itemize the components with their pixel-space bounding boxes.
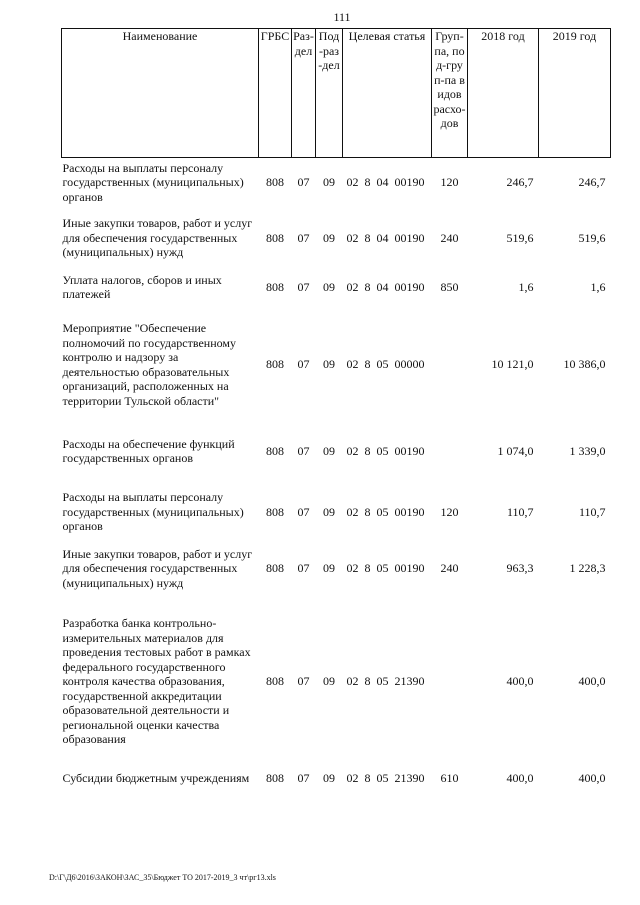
- row-group: 240: [440, 230, 459, 245]
- table-row: [62, 158, 611, 207]
- row-razdel: 07: [297, 279, 310, 294]
- row-grbs: 808: [266, 357, 284, 372]
- row-razdel: 07: [297, 504, 310, 519]
- row-grbs: 808: [266, 674, 284, 689]
- row-name: Разработка банка контрольно-измерительных материалов для проведения тестовых работ в рамках федерального государственного контроля качества образования, государственной аккредитации образовательной деятельности и региональной оценки качества образования: [62, 616, 251, 747]
- row-2018: 10 121,0: [491, 357, 534, 372]
- row-article: 02 8 04 00190: [346, 175, 425, 189]
- row-podrazdel: 09: [323, 443, 335, 458]
- row-razdel: 07: [297, 230, 310, 245]
- row-name: Расходы на обеспечение функций государственных органов: [62, 436, 235, 465]
- row-group: 850: [440, 279, 459, 294]
- row-grbs: 808: [266, 771, 284, 786]
- row-podrazdel: 09: [323, 230, 335, 245]
- row-razdel: 07: [297, 561, 310, 576]
- row-group: [432, 317, 468, 413]
- row-2018: 110,7: [506, 504, 534, 519]
- row-group: 120: [440, 175, 459, 189]
- row-2018: 519,6: [506, 230, 534, 245]
- row-podrazdel: 09: [323, 561, 335, 576]
- row-podrazdel: 09: [323, 175, 335, 189]
- row-grbs: 808: [266, 443, 284, 458]
- header-razdel: Раз-дел: [292, 29, 316, 158]
- row-2018: 1,6: [518, 279, 534, 294]
- header-2018: 2018 год: [468, 29, 539, 158]
- footer-file-path: D:\Г\Д6\2016\ЗАКОН\ЗАС_35\Бюджет ТО 2017-2019_3 чт\рг13.xls: [49, 873, 276, 882]
- table-header-row: [62, 29, 611, 158]
- row-group: 120: [440, 504, 459, 519]
- row-article: 02 8 05 21390: [346, 674, 425, 689]
- header-grbs: ГРБС: [259, 29, 292, 158]
- row-group: 610: [440, 771, 459, 786]
- row-2019: 246,7: [578, 175, 606, 189]
- row-2019: 10 386,0: [563, 357, 606, 372]
- row-article: 02 8 05 21390: [346, 771, 425, 786]
- row-2018: 1 074,0: [497, 443, 534, 458]
- table-row: [62, 435, 611, 468]
- row-group: [432, 601, 468, 763]
- header-2019: 2019 год: [539, 29, 611, 158]
- row-name: Субсидии бюджетным учреждениям: [62, 771, 250, 786]
- row-group: 240: [440, 561, 459, 576]
- table-row: [62, 601, 611, 763]
- table-row: [62, 537, 611, 601]
- page-number: 111: [333, 10, 351, 24]
- row-2018: 963,3: [506, 561, 534, 576]
- row-article: 02 8 05 00190: [346, 504, 425, 519]
- row-grbs: 808: [266, 175, 284, 189]
- table-spacer: [62, 305, 611, 317]
- table-row: [62, 763, 611, 795]
- row-article: 02 8 05 00190: [346, 561, 425, 576]
- header-name: Наименование: [62, 29, 259, 158]
- row-podrazdel: 09: [323, 357, 335, 372]
- row-article: 02 8 05 00000: [346, 357, 425, 372]
- row-name: Иные закупки товаров, работ и услуг для обеспечения государственных (муниципальных) нужд: [62, 216, 253, 260]
- row-razdel: 07: [297, 771, 310, 786]
- row-razdel: 07: [297, 175, 310, 189]
- row-2018: 246,7: [506, 175, 534, 189]
- row-2019: 1 339,0: [569, 443, 606, 458]
- row-grbs: 808: [266, 504, 284, 519]
- row-podrazdel: 09: [323, 771, 335, 786]
- row-2019: 400,0: [578, 771, 606, 786]
- row-2019: 400,0: [578, 674, 606, 689]
- row-grbs: 808: [266, 230, 284, 245]
- table-row: [62, 488, 611, 537]
- row-podrazdel: 09: [323, 279, 335, 294]
- table-spacer: [62, 413, 611, 435]
- row-grbs: 808: [266, 279, 284, 294]
- row-article: 02 8 05 00190: [346, 443, 425, 458]
- table-row: [62, 270, 611, 305]
- table-spacer: [62, 468, 611, 488]
- row-podrazdel: 09: [323, 674, 335, 689]
- row-2019: 110,7: [578, 504, 606, 519]
- row-razdel: 07: [297, 357, 310, 372]
- row-name: Иные закупки товаров, работ и услуг для обеспечения государственных (муниципальных) нужд: [62, 546, 253, 590]
- row-2018: 400,0: [506, 674, 534, 689]
- row-razdel: 07: [297, 443, 310, 458]
- row-2019: 1 228,3: [569, 561, 606, 576]
- row-2019: 1,6: [590, 279, 606, 294]
- row-name: Уплата налогов, сборов и иных платежей: [62, 272, 222, 301]
- header-article: Целевая статья: [343, 29, 432, 158]
- row-2019: 519,6: [578, 230, 606, 245]
- row-article: 02 8 04 00190: [346, 230, 425, 245]
- row-group: [432, 435, 468, 468]
- row-razdel: 07: [297, 674, 310, 689]
- budget-table: [61, 28, 611, 795]
- row-2018: 400,0: [506, 771, 534, 786]
- table-row: [62, 317, 611, 413]
- row-name: Расходы на выплаты персоналу государственных (муниципальных) органов: [62, 490, 244, 534]
- row-podrazdel: 09: [323, 504, 335, 519]
- row-grbs: 808: [266, 561, 284, 576]
- row-name: Расходы на выплаты персоналу государственных (муниципальных) органов: [62, 160, 244, 204]
- row-name: Мероприятие "Обеспечение полномочий по государственному контролю и надзору за деятельностью образовательных организаций, расположенных на территории Тульской области": [62, 321, 236, 408]
- header-group: Груп-па, под-груп-па видов расхо-дов: [432, 29, 468, 158]
- table-row: [62, 207, 611, 270]
- row-article: 02 8 04 00190: [346, 279, 425, 294]
- header-podrazdel: Под-раз-дел: [316, 29, 343, 158]
